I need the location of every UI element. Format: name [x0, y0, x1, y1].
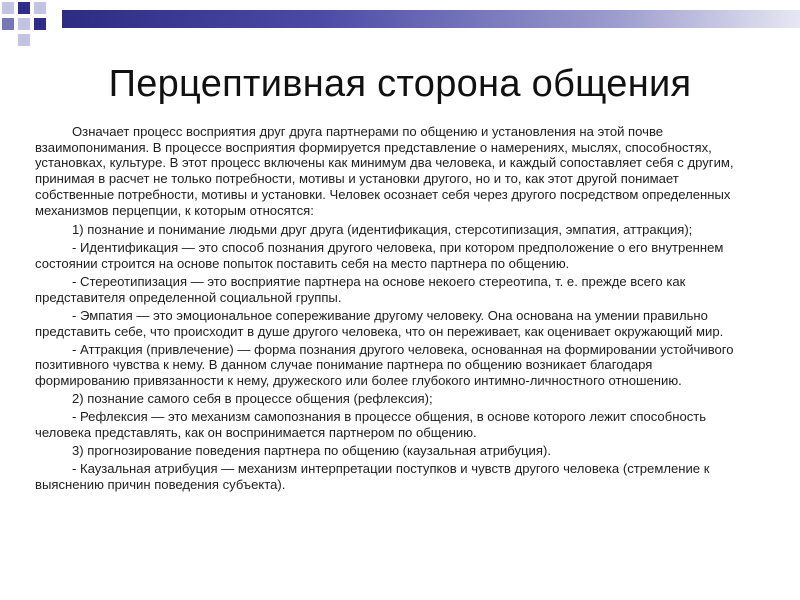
decor-square: [2, 2, 14, 14]
decor-square: [18, 18, 30, 30]
paragraph-item: - Стереотипизация — это восприятие партнера на основе некоего стереотипа, т. е. прежде всего как представителя определенной социальной группы.: [35, 274, 686, 305]
paragraph-item: 2) познание самого себя в процессе общения (рефлексия);: [72, 391, 433, 407]
decor-square: [34, 18, 46, 30]
header-decoration: [0, 0, 800, 36]
paragraph-intro: Означает процесс восприятия друг друга партнерами по общению и установления на этой почве взаимопонимания. В процессе восприятия формируется представление о намерениях, мыслях, способностях, установках, культуре. В этот процесс включены как минимум два человека, и каждый сопоставляет себя с другим, принимая в расчет не только потребности, мотивы и установки другого, но и то, как этот другой понимает собственные потребности, мотивы и установки. Человек осознает себя через другого посредством определенных механизмов перцепции, к которым относятся:: [35, 124, 734, 218]
decor-square: [34, 2, 46, 14]
slide-body: [35, 124, 745, 495]
paragraph-item: 3) прогнозирование поведения партнера по общению (каузальная атрибуция).: [72, 443, 551, 459]
paragraph-item: 1) познание и понимание людьми друг друга (идентификация, стерсотипизация, эмпатия, аттракция);: [72, 222, 693, 238]
decor-square: [18, 2, 30, 14]
paragraph-item: - Идентификация — это способ познания другого человека, при котором предположение о его внутреннем состоянии строится на основе попыток поставить себя на место партнера по общению.: [35, 240, 724, 272]
decor-square: [2, 18, 14, 30]
gradient-bar: [62, 10, 800, 28]
paragraph-item: - Каузальная атрибуция — механизм интерпретации поступков и чувств другого человека (стремление к выяснению причин поведения субъекта).: [35, 461, 710, 492]
decor-square: [18, 34, 30, 46]
slide-title: Перцептивная сторона общения: [108, 63, 692, 105]
paragraph-item: - Эмпатия — это эмоциональное сопереживание другому человеку. Она основана на умении правильно представить себе, что происходит в душе другого человека, что он переживает, как оценивает окружающий мир.: [35, 307, 724, 339]
paragraph-item: - Рефлексия — это механизм самопознания в процессе общения, в основе которого лежит способность человека представлять, как он воспринимается партнером по общению.: [35, 409, 707, 440]
paragraph-item: - Аттракция (привлечение) — форма познания другого человека, основанная на формировании устойчивого позитивного чувства к нему. В данном случае понимание партнера по общению возникает благодаря формированию привязанности к нему, дружеского или более глубокого интимно-личностного отношению.: [35, 341, 734, 389]
